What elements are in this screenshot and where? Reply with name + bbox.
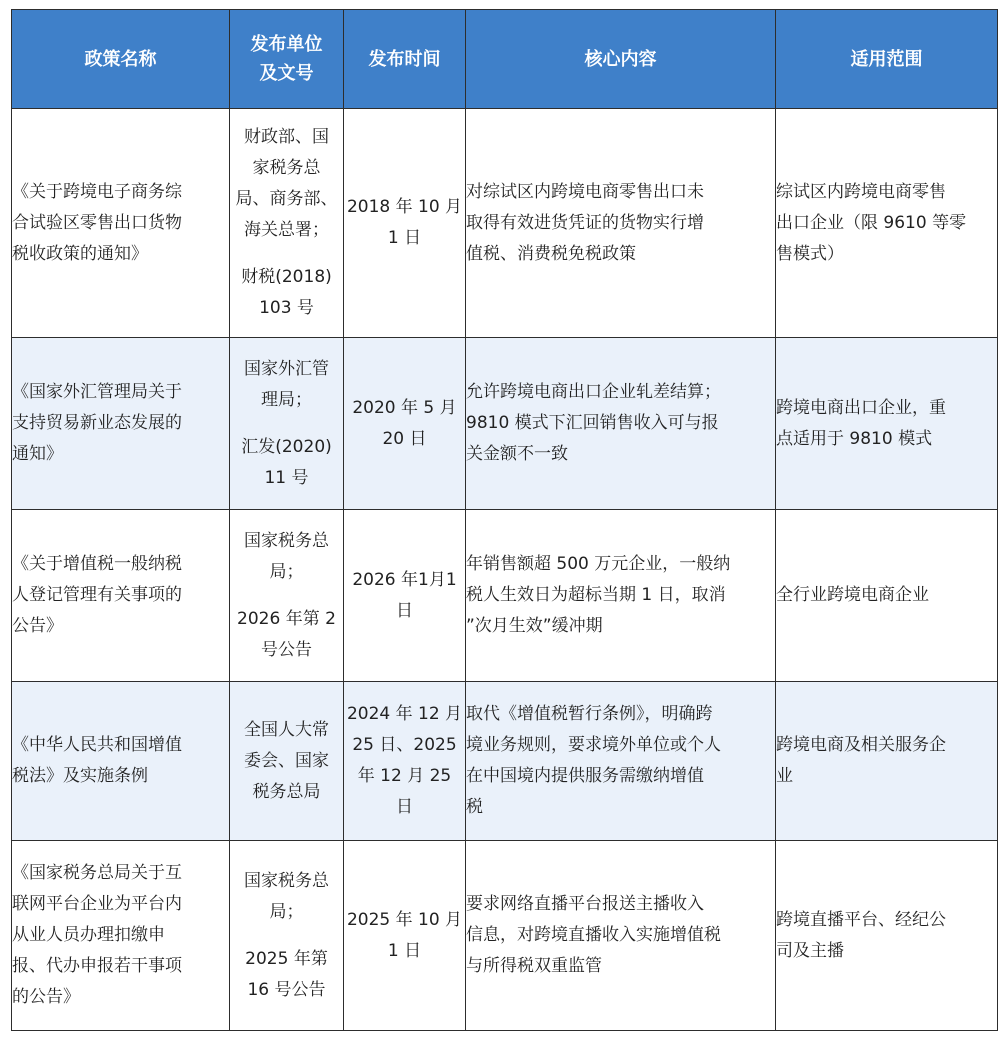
unit-line: 局、商务部、: [235, 189, 338, 209]
unit-line: 国家税务总: [244, 530, 329, 551]
core-line: 年销售额超 500 万元企业，一般纳: [466, 554, 731, 574]
name-line: 人登记管理有关事项的: [12, 585, 182, 605]
time-line: 日: [396, 600, 413, 621]
issue-date-cell: [344, 510, 466, 682]
name-line: 《中华人民共和国增值: [12, 735, 182, 755]
name-line: 通知》: [12, 444, 63, 464]
table-row: [12, 841, 998, 1031]
name-line: 《关于增值税一般纳税: [12, 554, 182, 574]
core-line: 信息，对跨境直播收入实施增值税: [466, 925, 721, 945]
name-line: 支持贸易新业态发展的: [12, 413, 182, 433]
doc-line: 号公告: [261, 639, 312, 660]
scope-line: 跨境电商及相关服务企: [776, 735, 946, 755]
issuer-cell: [230, 682, 344, 841]
scope-cell: [776, 841, 998, 1031]
table-row: [12, 682, 998, 841]
issue-date-cell: [344, 841, 466, 1031]
cell-spacer: [230, 246, 343, 262]
policy-name-cell: [12, 109, 230, 338]
core-line: 关金额不一致: [466, 444, 568, 464]
unit-line: 局；: [269, 901, 304, 922]
table-header-row: [12, 10, 998, 109]
core-line: 在中国境内提供服务需缴纳增值: [466, 766, 704, 786]
name-line: 从业人员办理扣缴申: [12, 925, 165, 945]
unit-line: 全国人大常: [244, 719, 329, 740]
table-row: [12, 109, 998, 338]
core-line: 与所得税双重监管: [466, 956, 602, 976]
scope-line: 售模式）: [776, 243, 844, 264]
issuer-cell: [230, 338, 344, 510]
unit-line: 理局；: [261, 389, 312, 410]
name-line: 报、代办申报若干事项: [12, 956, 182, 976]
issue-date-cell: [344, 682, 466, 841]
time-line: 2025 年 10 月: [346, 909, 463, 930]
name-line: 《国家税务总局关于互: [12, 863, 182, 883]
scope-line: 点适用于 9810 模式: [776, 428, 933, 449]
core-line: 允许跨境电商出口企业轧差结算；: [466, 382, 721, 402]
doc-line: 汇发(2020): [241, 436, 332, 457]
issue-date-cell: [344, 338, 466, 510]
unit-line: 局；: [269, 561, 304, 582]
core-line: 税人生效日为超标当期 1 日，取消: [466, 585, 726, 605]
doc-line: 103 号: [259, 298, 314, 318]
name-line: 联网平台企业为平台内: [12, 894, 182, 914]
policy-name-cell: [12, 682, 230, 841]
unit-line: 海关总署；: [244, 220, 329, 240]
unit-line: 委会、国家: [244, 750, 329, 771]
table-body: [12, 109, 998, 1031]
scope-cell: [776, 109, 998, 338]
scope-line: 出口企业（限 9610 等零: [776, 212, 967, 233]
policy-name-cell: [12, 841, 230, 1031]
unit-line: 国家税务总: [244, 870, 329, 891]
core-content-cell: [466, 682, 776, 841]
core-line: 9810 模式下汇回销售收入可与报: [466, 413, 719, 433]
scope-line: 司及主播: [776, 940, 844, 961]
core-line: 取得有效进货凭证的货物实行增: [466, 212, 704, 233]
core-content-cell: [466, 109, 776, 338]
time-line: 20 日: [382, 428, 427, 449]
time-line: 日: [396, 797, 413, 817]
header-core-content: 核心内容: [466, 10, 776, 109]
time-line: 2018 年 10 月: [346, 197, 463, 217]
scope-cell: [776, 510, 998, 682]
name-line: 《关于跨境电子商务综: [12, 181, 182, 202]
name-line: 税收政策的通知》: [12, 243, 148, 264]
policy-table: [11, 9, 998, 1031]
core-content-cell: [466, 338, 776, 510]
cell-spacer: [230, 928, 343, 944]
doc-line: 2026 年第 2: [237, 608, 336, 629]
unit-line: 税务总局: [252, 781, 321, 802]
core-line: ”次月生效”缓冲期: [466, 616, 603, 636]
doc-line: 11 号: [264, 467, 309, 488]
scope-line: 全行业跨境电商企业: [776, 585, 929, 605]
cell-spacer: [230, 416, 343, 432]
time-line: 25 日、2025: [352, 735, 457, 755]
header-issuer-and-doc: [230, 10, 344, 109]
core-line: 取代《增值税暂行条例》，明确跨: [466, 704, 713, 724]
header-scope: 适用范围: [776, 10, 998, 109]
core-line: 要求网络直播平台报送主播收入: [466, 894, 704, 914]
core-content-cell: [466, 510, 776, 682]
time-line: 2024 年 12 月: [346, 704, 463, 724]
scope-line: 综试区内跨境电商零售: [776, 181, 946, 202]
doc-line: 16 号公告: [247, 979, 326, 1000]
core-line: 境业务规则，要求境外单位或个人: [466, 735, 721, 755]
name-line: 《国家外汇管理局关于: [12, 382, 182, 402]
core-line: 税: [466, 797, 483, 817]
scope-line: 跨境电商出口企业，重: [776, 397, 946, 418]
policy-name-cell: [12, 510, 230, 682]
name-line: 的公告》: [12, 987, 80, 1007]
time-line: 1 日: [387, 940, 422, 961]
issuer-cell: [230, 510, 344, 682]
issuer-cell: [230, 109, 344, 338]
unit-line: 国家外汇管: [244, 358, 329, 379]
unit-line: 家税务总: [252, 158, 321, 178]
table-row: [12, 338, 998, 510]
core-content-cell: [466, 841, 776, 1031]
core-line: 值税、消费税免税政策: [466, 243, 636, 264]
name-line: 合试验区零售出口货物: [12, 212, 182, 233]
header-issuer-line: 发布单位: [250, 34, 323, 55]
time-line: 1 日: [387, 228, 422, 248]
doc-line: 财税(2018): [241, 267, 332, 287]
scope-line: 业: [776, 766, 793, 786]
header-policy-name: 政策名称: [12, 10, 230, 109]
scope-cell: [776, 682, 998, 841]
doc-line: 2025 年第: [245, 948, 328, 969]
table-row: [12, 510, 998, 682]
header-doc-line: 及文号: [259, 63, 314, 84]
scope-line: 跨境直播平台、经纪公: [776, 909, 946, 930]
name-line: 公告》: [12, 616, 63, 636]
name-line: 税法》及实施条例: [12, 766, 148, 786]
issue-date-cell: [344, 109, 466, 338]
issuer-cell: [230, 841, 344, 1031]
core-line: 对综试区内跨境电商零售出口未: [466, 181, 704, 202]
time-line: 2026 年1月1: [352, 569, 457, 590]
header-issue-date: 发布时间: [344, 10, 466, 109]
cell-spacer: [230, 588, 343, 604]
time-line: 年 12 月 25: [357, 766, 452, 786]
time-line: 2020 年 5 月: [352, 397, 457, 418]
policy-name-cell: [12, 338, 230, 510]
scope-cell: [776, 338, 998, 510]
unit-line: 财政部、国: [244, 127, 329, 147]
